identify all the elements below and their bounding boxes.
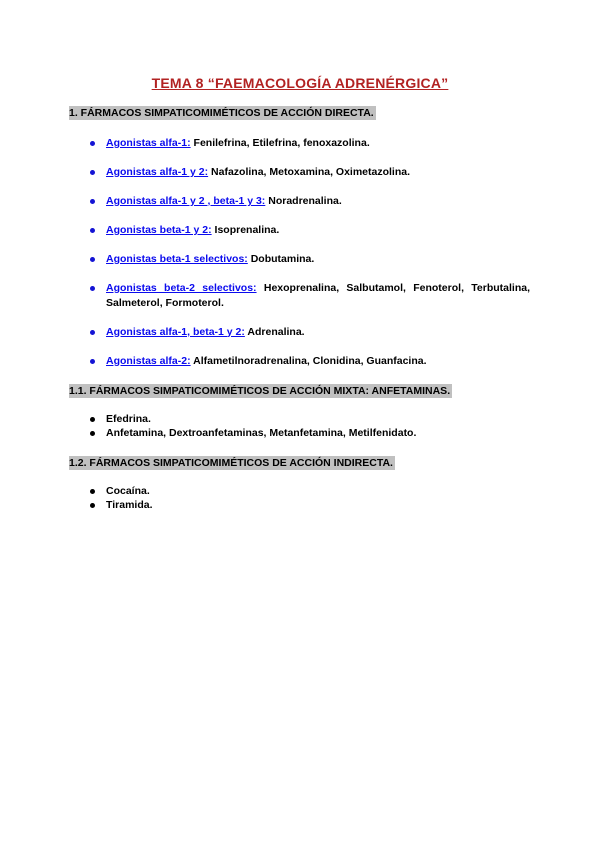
heading-highlight: 1.1. FÁRMACOS SIMPATICOMIMÉTICOS DE ACCIÓN MIXTA: ANFETAMINAS. <box>69 384 451 397</box>
bullet-icon <box>90 141 95 146</box>
drug-names-text: Adrenalina. <box>244 325 305 338</box>
indirect-action-list <box>69 484 531 513</box>
list-item <box>69 194 531 209</box>
mixed-action-list <box>69 412 531 441</box>
term-agonistas-alfa-1-beta-1-y-2: Agonistas alfa-1, beta-1 y 2: <box>106 325 245 338</box>
bullet-icon <box>90 417 95 422</box>
list-item <box>69 223 531 238</box>
term-agonistas-beta-1-y-2: Agonistas beta-1 y 2: <box>106 224 212 236</box>
list-item <box>69 426 531 441</box>
list-item <box>69 165 531 180</box>
list-item <box>69 354 531 369</box>
heading-highlight: 1.2. FÁRMACOS SIMPATICOMIMÉTICOS DE ACCIÓN INDIRECTA. <box>69 456 393 469</box>
list-item <box>69 498 531 513</box>
drug-names-text: Nafazolina, Metoxamina, Oximetazolina. <box>208 166 411 178</box>
page-title: TEMA 8 “FAEMACOLOGÍA ADRENÉRGICA” <box>151 75 449 91</box>
drug-names-text: Cocaína. <box>106 484 150 497</box>
list-item <box>69 412 531 427</box>
section-heading-direct-action <box>69 105 531 121</box>
bullet-icon <box>90 431 95 436</box>
section-heading-mixed-action <box>69 383 531 399</box>
heading-highlight: 1. FÁRMACOS SIMPATICOMIMÉTICOS DE ACCIÓN DIRECTA. <box>69 107 374 119</box>
drug-names-text: Anfetamina, Dextroanfetaminas, Metanfetamina, Metilfenidato. <box>106 427 417 439</box>
direct-action-list <box>69 136 531 368</box>
term-agonistas-beta-1-selectivos: Agonistas beta-1 selectivos: <box>106 253 248 265</box>
section-heading-indirect-action <box>69 455 531 471</box>
list-item <box>69 325 531 340</box>
drug-names-text: Efedrina. <box>106 412 151 425</box>
bullet-icon <box>90 286 95 291</box>
drug-names-text: Isoprenalina. <box>211 224 280 236</box>
list-item <box>69 484 531 499</box>
bullet-icon <box>90 170 95 175</box>
bullet-icon <box>90 199 95 204</box>
bullet-icon <box>90 257 95 262</box>
drug-names-text: Alfametilnoradrenalina, Clonidina, Guanfacina. <box>190 354 427 367</box>
drug-names-text: Tiramida. <box>106 499 153 511</box>
bullet-icon <box>90 359 95 364</box>
bullet-icon <box>90 228 95 233</box>
list-item <box>69 281 531 310</box>
list-item <box>69 136 531 151</box>
drug-names-text: Hexoprenalina, Salbutamol, Fenoterol, Terbutalina, Salmeterol, Formoterol. <box>106 282 531 309</box>
drug-names-text: Noradrenalina. <box>265 195 342 207</box>
term-agonistas-alfa-1-y-2: Agonistas alfa-1 y 2: <box>106 166 209 178</box>
drug-names-text: Dobutamina. <box>247 253 315 265</box>
term-agonistas-alfa-2: Agonistas alfa-2: <box>106 354 191 367</box>
term-agonistas-alfa-1-y-2-beta-1-y-3: Agonistas alfa-1 y 2 , beta-1 y 3: <box>106 195 266 207</box>
term-agonistas-beta-2-selectivos: Agonistas beta-2 selectivos: <box>106 282 257 294</box>
list-item <box>69 252 531 267</box>
term-agonistas-alfa-1: Agonistas alfa-1: <box>106 137 191 149</box>
bullet-icon <box>90 489 95 494</box>
bullet-icon <box>90 330 95 335</box>
drug-names-text: Fenilefrina, Etilefrina, fenoxazolina. <box>190 137 370 149</box>
bullet-icon <box>90 503 95 508</box>
